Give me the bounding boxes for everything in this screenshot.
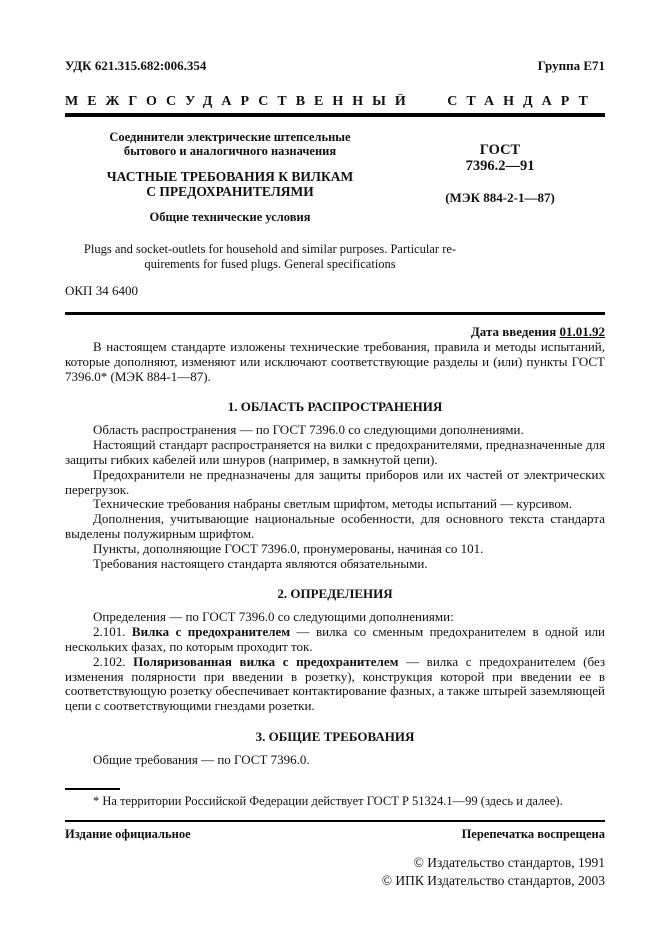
- english-title-line1: Plugs and socket-outlets for household and similar purposes. Particular re-: [83, 242, 457, 256]
- footnote-rule: [65, 788, 120, 790]
- paragraph: Дополнения, учитывающие национальные особенности, для основного текста стандарта выделены полужирным шрифтом.: [65, 511, 605, 541]
- paragraph: Требования настоящего стандарта являются обязательными.: [93, 555, 428, 571]
- preamble-paragraph: В настоящем стандарте изложены технические требования, правила и методы испытаний, которые дополняют, изменяют или исключают соответствующие разделы и (или) пункты ГОСТ 7396.0* (МЭК 884-1—87).: [65, 339, 605, 384]
- reprint-note: Перепечатка воспрещена: [461, 826, 605, 841]
- introduction-date-label: Дата введения: [470, 324, 560, 339]
- paragraph: Пункты, дополняющие ГОСТ 7396.0, пронумерованы, начиная со 101.: [93, 540, 484, 556]
- main-title-line1: ЧАСТНЫЕ ТРЕБОВАНИЯ К ВИЛКАМ: [106, 169, 354, 184]
- gost-designation-line1: ГОСТ: [479, 142, 521, 158]
- definition-paragraph: [65, 655, 605, 714]
- definition-term: Вилка с предохранителем: [131, 624, 291, 640]
- subject-title: [65, 130, 395, 158]
- group-code: Группа Е71: [537, 58, 605, 73]
- title-block: [65, 130, 605, 225]
- main-title-line2: С ПРЕДОХРАНИТЕЛЯМИ: [146, 184, 314, 199]
- okp-code: ОКП 34 6400: [65, 283, 138, 298]
- document-body: [65, 340, 605, 768]
- section-3-heading: 3. ОБЩИЕ ТРЕБОВАНИЯ: [255, 728, 415, 744]
- paragraph: Технические требования набраны светлым шрифтом, методы испытаний — курсивом.: [93, 496, 573, 512]
- footnote: * На территории Российской Федерации действует ГОСТ Р 51324.1—99 (здесь и далее).: [93, 793, 563, 808]
- date-divider-rule: [65, 312, 605, 315]
- footer-divider-rule: [65, 820, 605, 822]
- gost-designation-line2: 7396.2—91: [465, 158, 535, 174]
- footer-row: [65, 827, 605, 842]
- introduction-date: [65, 324, 605, 340]
- subtitle: Общие технические условия: [149, 210, 311, 224]
- edition-note: Издание официальное: [65, 826, 191, 841]
- definition-paragraph: [65, 625, 605, 655]
- copyright-block: [65, 854, 605, 890]
- header-divider-rule: [65, 113, 605, 117]
- paragraph: Общие требования — по ГОСТ 7396.0.: [93, 751, 310, 767]
- introduction-date-value: 01.01.92: [559, 324, 605, 339]
- paragraph: Область распространения — по ГОСТ 7396.0 со следующими дополнениями.: [93, 422, 524, 438]
- subject-title-line1: Соединители электрические штепсельные: [109, 130, 351, 144]
- copyright-line: © Издательство стандартов, 1991: [413, 854, 605, 870]
- subject-title-line2: бытового и аналогичного назначения: [123, 144, 337, 158]
- gost-designation: [395, 142, 605, 174]
- udk-number: УДК 621.315.682:006.354: [65, 58, 207, 73]
- definition-number: 2.101.: [93, 624, 132, 640]
- paragraph: Определения — по ГОСТ 7396.0 со следующими дополнениями:: [93, 609, 454, 625]
- definition-text: — вилка с предохранителем (без изменения полярности при введении в розетку), конструкция которой при введении ее в соответствующую розетку обеспечивает контактирование фазных, а также штырей заземляющей цепи с соответствующими гнездами розетки.: [65, 653, 606, 714]
- main-title: [65, 169, 395, 199]
- paragraph: Предохранители не предназначены для защиты приборов или их частей от электрических перегрузок.: [65, 466, 605, 497]
- definition-number: 2.102.: [93, 653, 134, 669]
- copyright-line: © ИПК Издательство стандартов, 2003: [381, 872, 605, 888]
- section-1-heading: 1. ОБЛАСТЬ РАСПРОСТРАНЕНИЯ: [227, 399, 443, 415]
- english-title-line2: quirements for fused plugs. General specifications: [144, 256, 396, 271]
- paragraph: Настоящий стандарт распространяется на вилки с предохранителями, предназначенные для защиты гибких кабелей или шнуров (например, в замкнутой цепи).: [65, 437, 605, 467]
- section-2-heading: 2. ОПРЕДЕЛЕНИЯ: [277, 586, 393, 602]
- document-header-row: [65, 58, 605, 74]
- standard-type-heading: МЕЖГОСУДАРСТВЕННЫЙ СТАНДАРТ: [65, 94, 597, 109]
- definition-term: Поляризованная вилка с предохранителем: [133, 653, 399, 669]
- iec-reference: (МЭК 884-2-1—87): [445, 190, 555, 205]
- title-right-column: [395, 130, 605, 225]
- title-left-column: [65, 130, 395, 225]
- definition-text: — вилка со сменным предохранителем в одной или нескольких фазах, по которым проходит ток.: [65, 624, 606, 654]
- english-title: [65, 242, 475, 271]
